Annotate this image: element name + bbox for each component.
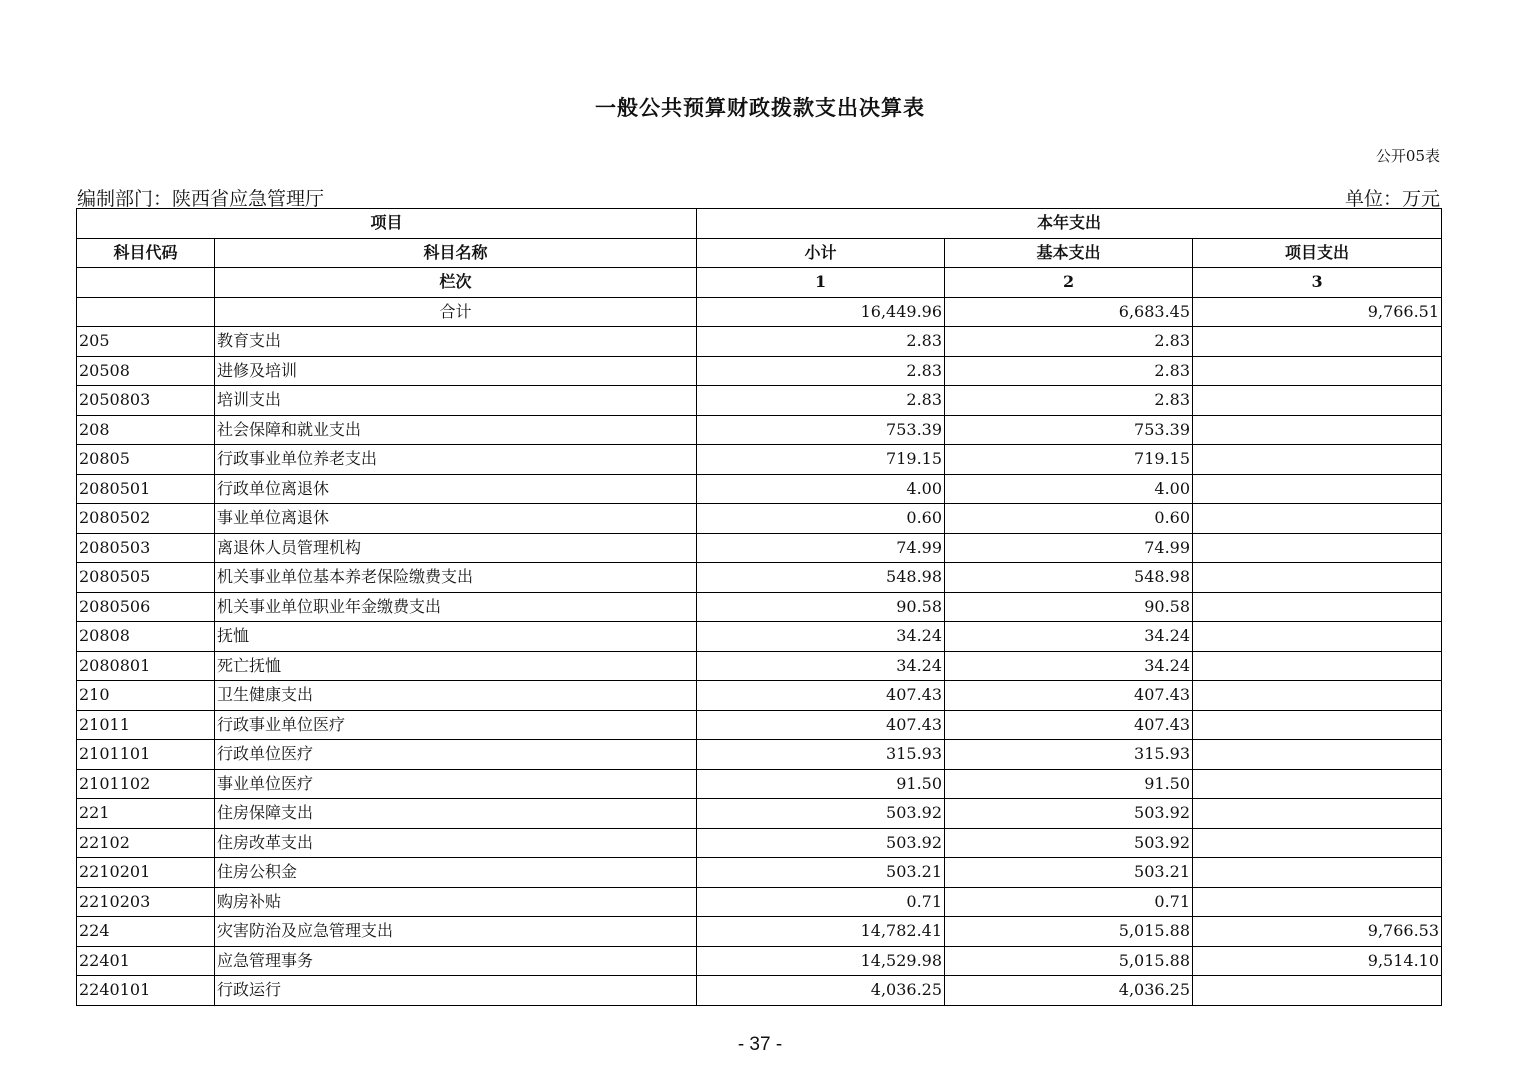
row-basic: 34.24	[945, 622, 1193, 652]
row-basic: 315.93	[945, 740, 1193, 770]
row-name: 行政事业单位医疗	[215, 710, 697, 740]
row-basic: 4,036.25	[945, 976, 1193, 1006]
row-basic: 503.21	[945, 858, 1193, 888]
row-code: 21011	[77, 710, 215, 740]
row-code: 2050803	[77, 386, 215, 416]
total-code	[77, 297, 215, 327]
row-basic: 90.58	[945, 592, 1193, 622]
row-project	[1193, 622, 1442, 652]
row-basic: 503.92	[945, 828, 1193, 858]
row-project	[1193, 563, 1442, 593]
row-name: 机关事业单位基本养老保险缴费支出	[215, 563, 697, 593]
column-index-blank	[77, 268, 215, 298]
row-subtotal: 2.83	[697, 356, 945, 386]
row-name: 抚恤	[215, 622, 697, 652]
unit-label: 单位：万元	[1344, 188, 1440, 210]
row-name: 行政单位医疗	[215, 740, 697, 770]
row-code: 20508	[77, 356, 215, 386]
row-subtotal: 0.71	[697, 887, 945, 917]
header-basic: 基本支出	[945, 238, 1193, 268]
row-code: 2080801	[77, 651, 215, 681]
row-subtotal: 14,529.98	[697, 946, 945, 976]
row-code: 22401	[77, 946, 215, 976]
row-code: 22102	[77, 828, 215, 858]
row-subtotal: 4.00	[697, 474, 945, 504]
table-row	[77, 356, 1442, 386]
row-project	[1193, 799, 1442, 829]
row-project	[1193, 828, 1442, 858]
total-label: 合计	[215, 297, 697, 327]
row-project: 9,766.53	[1193, 917, 1442, 947]
page-number: - 37 -	[737, 1034, 783, 1055]
table-row	[77, 622, 1442, 652]
row-subtotal: 503.92	[697, 828, 945, 858]
row-project	[1193, 976, 1442, 1006]
row-name: 应急管理事务	[215, 946, 697, 976]
row-subtotal: 719.15	[697, 445, 945, 475]
row-project	[1193, 740, 1442, 770]
department-label: 编制部门：陕西省应急管理厅	[77, 188, 325, 210]
header-project: 项目	[77, 209, 697, 239]
row-code: 20805	[77, 445, 215, 475]
header-subtotal: 小计	[697, 238, 945, 268]
row-project	[1193, 592, 1442, 622]
table-row	[77, 799, 1442, 829]
total-basic: 6,683.45	[945, 297, 1193, 327]
form-number: 公开05表	[1375, 147, 1440, 165]
table-row	[77, 887, 1442, 917]
column-index-label: 栏次	[215, 268, 697, 298]
row-basic: 503.92	[945, 799, 1193, 829]
row-name: 社会保障和就业支出	[215, 415, 697, 445]
row-basic: 91.50	[945, 769, 1193, 799]
table-row	[77, 917, 1442, 947]
row-name: 行政事业单位养老支出	[215, 445, 697, 475]
row-basic: 5,015.88	[945, 946, 1193, 976]
row-subtotal: 91.50	[697, 769, 945, 799]
row-name: 灾害防治及应急管理支出	[215, 917, 697, 947]
document-title: 一般公共预算财政拨款支出决算表	[595, 95, 925, 120]
row-code: 2080505	[77, 563, 215, 593]
row-subtotal: 34.24	[697, 622, 945, 652]
row-code: 2101101	[77, 740, 215, 770]
table-row	[77, 415, 1442, 445]
row-name: 行政单位离退休	[215, 474, 697, 504]
row-code: 20808	[77, 622, 215, 652]
row-basic: 719.15	[945, 445, 1193, 475]
row-code: 221	[77, 799, 215, 829]
row-subtotal: 2.83	[697, 327, 945, 357]
row-project	[1193, 769, 1442, 799]
row-subtotal: 503.21	[697, 858, 945, 888]
table-row	[77, 327, 1442, 357]
budget-table	[76, 208, 1442, 1006]
row-project	[1193, 681, 1442, 711]
row-name: 行政运行	[215, 976, 697, 1006]
header-row-3	[77, 268, 1442, 298]
row-code: 208	[77, 415, 215, 445]
table-row	[77, 563, 1442, 593]
header-current-year: 本年支出	[697, 209, 1442, 239]
row-subtotal: 2.83	[697, 386, 945, 416]
row-subtotal: 0.60	[697, 504, 945, 534]
row-subtotal: 548.98	[697, 563, 945, 593]
column-index-3: 3	[1193, 268, 1442, 298]
row-project	[1193, 386, 1442, 416]
row-project: 9,514.10	[1193, 946, 1442, 976]
row-basic: 5,015.88	[945, 917, 1193, 947]
header-project-expense: 项目支出	[1193, 238, 1442, 268]
row-name: 教育支出	[215, 327, 697, 357]
row-project	[1193, 887, 1442, 917]
row-name: 培训支出	[215, 386, 697, 416]
row-project	[1193, 356, 1442, 386]
column-index-2: 2	[945, 268, 1193, 298]
row-name: 卫生健康支出	[215, 681, 697, 711]
table-row	[77, 386, 1442, 416]
row-project	[1193, 651, 1442, 681]
row-project	[1193, 445, 1442, 475]
row-basic: 74.99	[945, 533, 1193, 563]
row-name: 事业单位医疗	[215, 769, 697, 799]
row-name: 购房补贴	[215, 887, 697, 917]
row-code: 2101102	[77, 769, 215, 799]
row-basic: 4.00	[945, 474, 1193, 504]
total-row	[77, 297, 1442, 327]
row-name: 住房保障支出	[215, 799, 697, 829]
table-row	[77, 858, 1442, 888]
table-row	[77, 445, 1442, 475]
table-row	[77, 533, 1442, 563]
table-row	[77, 946, 1442, 976]
table-row	[77, 681, 1442, 711]
row-code: 2210201	[77, 858, 215, 888]
row-basic: 548.98	[945, 563, 1193, 593]
row-name: 机关事业单位职业年金缴费支出	[215, 592, 697, 622]
table-row	[77, 769, 1442, 799]
table-row	[77, 740, 1442, 770]
row-code: 210	[77, 681, 215, 711]
header-code: 科目代码	[77, 238, 215, 268]
row-project	[1193, 504, 1442, 534]
header-row-1	[77, 209, 1442, 239]
row-project	[1193, 327, 1442, 357]
header-row-2	[77, 238, 1442, 268]
table-row	[77, 651, 1442, 681]
header-name: 科目名称	[215, 238, 697, 268]
row-name: 事业单位离退休	[215, 504, 697, 534]
row-basic: 0.60	[945, 504, 1193, 534]
table-row	[77, 504, 1442, 534]
row-project	[1193, 710, 1442, 740]
row-name: 住房改革支出	[215, 828, 697, 858]
row-subtotal: 315.93	[697, 740, 945, 770]
row-code: 2080501	[77, 474, 215, 504]
row-basic: 2.83	[945, 386, 1193, 416]
table-row	[77, 828, 1442, 858]
row-code: 2210203	[77, 887, 215, 917]
row-basic: 407.43	[945, 681, 1193, 711]
table-row	[77, 976, 1442, 1006]
total-project: 9,766.51	[1193, 297, 1442, 327]
row-basic: 753.39	[945, 415, 1193, 445]
column-index-1: 1	[697, 268, 945, 298]
row-project	[1193, 533, 1442, 563]
row-project	[1193, 415, 1442, 445]
row-code: 2080503	[77, 533, 215, 563]
row-subtotal: 14,782.41	[697, 917, 945, 947]
row-name: 死亡抚恤	[215, 651, 697, 681]
row-code: 224	[77, 917, 215, 947]
row-name: 住房公积金	[215, 858, 697, 888]
row-name: 离退休人员管理机构	[215, 533, 697, 563]
row-basic: 0.71	[945, 887, 1193, 917]
row-subtotal: 90.58	[697, 592, 945, 622]
table-row	[77, 592, 1442, 622]
total-subtotal: 16,449.96	[697, 297, 945, 327]
row-basic: 2.83	[945, 356, 1193, 386]
table-row	[77, 474, 1442, 504]
row-name: 进修及培训	[215, 356, 697, 386]
row-subtotal: 407.43	[697, 710, 945, 740]
row-subtotal: 74.99	[697, 533, 945, 563]
row-subtotal: 753.39	[697, 415, 945, 445]
row-subtotal: 503.92	[697, 799, 945, 829]
row-subtotal: 4,036.25	[697, 976, 945, 1006]
row-basic: 2.83	[945, 327, 1193, 357]
row-subtotal: 34.24	[697, 651, 945, 681]
row-code: 2080506	[77, 592, 215, 622]
row-code: 2240101	[77, 976, 215, 1006]
row-code: 205	[77, 327, 215, 357]
row-basic: 34.24	[945, 651, 1193, 681]
table-row	[77, 710, 1442, 740]
row-basic: 407.43	[945, 710, 1193, 740]
row-subtotal: 407.43	[697, 681, 945, 711]
row-code: 2080502	[77, 504, 215, 534]
row-project	[1193, 858, 1442, 888]
row-project	[1193, 474, 1442, 504]
